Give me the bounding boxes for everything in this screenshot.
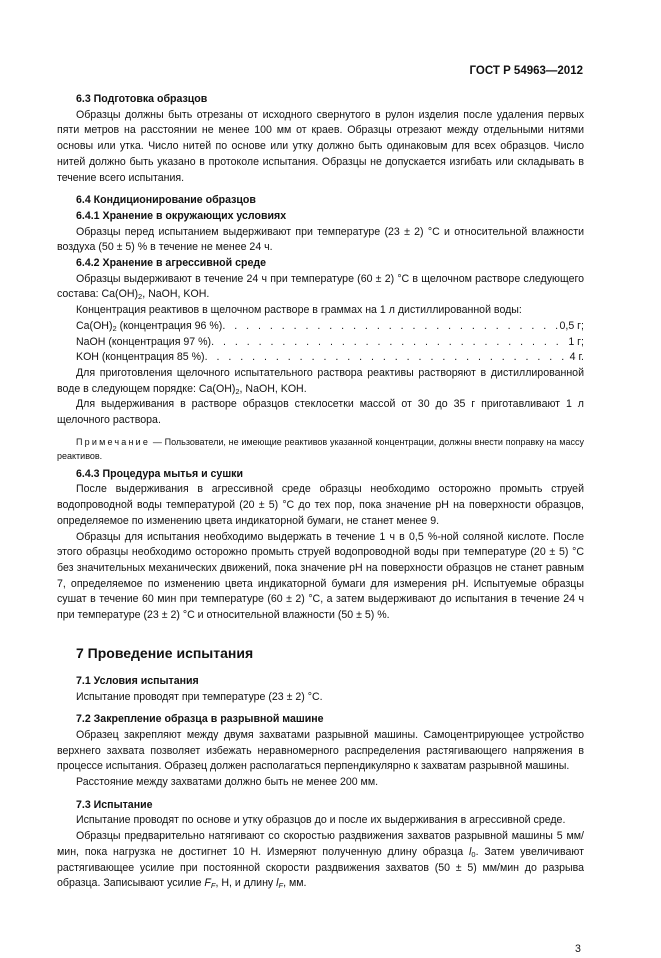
running-header: ГОСТ Р 54963—2012 [469,65,583,77]
paragraph: Для выдерживания в растворе образцов стеклосетки массой от 30 до 35 г приготавливают 1 л щелочного раствора. [57,398,584,427]
paragraph: Образцы для испытания необходимо выдержать в течение 1 ч в 0,5 %-ной соляной кислоте. После этого образцы необходимо осторожно промыть струей водопроводной воды при температуре (20 ± 5) °С без значительных механических движений, пока значение pH на поверхности образцов не станет равным 7, определяемое по изменению цвета индикаторной бумаги для измерения pH. Испытуемые образцы сушат в течение 60 мин при температуре (60 ± 2) °С, а затем выдерживают до испытания в течение 24 ч при температуре (23 ± 2) °С и относительной влажности (50 ± 5) %. [57,530,584,622]
section-7-heading: 7 Проведение испытания [76,644,254,661]
reagent-row: NaOH (концентрация 97 %) . . . 1 г; [57,335,584,351]
section-6-4-3-heading: 6.4.3 Процедура мытья и сушки [76,467,243,480]
reagent-row: $Ca(OH)_2$ (концентрация 96 %) . . . 0,5 г; [57,319,584,335]
paragraph: После выдерживания в агрессивной среде образцы необходимо осторожно промыть струей водопроводной воды температурой (20 ± 5) °С до тех пор, пока значение pH на поверхности образцов, определяемое по изменению цвета индикаторной бумаги, не станет менее 9. [57,483,584,527]
paragraph: Для приготовления щелочного испытательного раствора реактивы растворяют в дистиллированной воде в следующем порядке: $Ca(OH)_2$, NaOH, KOH. [57,366,584,396]
section-7-3-heading: 7.3 Испытание [76,798,153,811]
note: Примечание — Пользователи, не имеющие реактивов указанной концентрации, должны внести поправку на массу реактивов. [57,436,584,461]
section-6-4-2-heading: 6.4.2 Хранение в агрессивной среде [76,257,266,270]
paragraph: Образцы выдерживают в течение 24 ч при температуре (60 ± 2) °С в щелочном растворе следующего состава: $Ca(OH)_2$, NaOH, KOH. [57,272,584,302]
reagent-row: KOH (концентрация 85 %) . . . 4 г. [57,350,584,366]
page-body [57,0,584,958]
paragraph: Расстояние между захватами должно быть не менее 200 мм. [76,776,379,789]
section-6-3-heading: 6.3 Подготовка образцов [76,93,208,105]
section-7-1-heading: 7.1 Условия испытания [76,674,199,687]
paragraph: Испытание проводят при температуре (23 ± 2) °С. [76,690,323,703]
section-6-4-1-heading: 6.4.1 Хранение в окружающих условиях [76,209,287,222]
section-6-4-heading: 6.4 Кондиционирование образцов [76,194,256,207]
paragraph: Образцы предварительно натягивают со скоростью раздвижения захватов разрывной машины 5 мм/мин, пока нагрузка не достигнет 10 Н. Измеряют полученную длину образца $l_0$. Затем увеличивают растягивающее усилие при постоянной скорости раздвижения захватов (50 ± 5) мм/мин до разрыва образца. Записывают усилие $F_F$, Н, и длину $l_F$, мм. [57,830,584,891]
paragraph: Образцы должны быть отрезаны от исходного свернутого в рулон изделия после удаления первых пяти метров на расстоянии не менее 100 мм от краев. Образцы отрезают между отдельными нитями основы или утка. Число нитей по основе или утку должно быть одинаковым для всех образцов. Число нитей должно быть указано в протоколе испытания. Образцы не допускается изгибать или складывать в течение всего испытания. [57,108,584,184]
paragraph: Образцы перед испытанием выдерживают при температуре (23 ± 2) °С и относительной влажности воздуха (50 ± 5) % в течение не менее 24 ч. [57,225,584,254]
concentration-intro: Концентрация реактивов в щелочном растворе в граммах на 1 л дистиллированной воды: [76,304,522,317]
page-number: 3 [575,942,581,955]
paragraph: Образец закрепляют между двумя захватами разрывной машины. Самоцентрирующее устройство верхнего захвата позволяет избежать неравномерного распределения растягивающего напряжения в процессе испытания. Образец должен располагаться перпендикулярно к захватам разрывной машины. [57,728,584,773]
paragraph: Испытание проводят по основе и утку образцов до и после их выдерживания в агрессивной среде. [76,814,566,827]
section-7-2-heading: 7.2 Закрепление образца в разрывной машине [76,713,324,726]
